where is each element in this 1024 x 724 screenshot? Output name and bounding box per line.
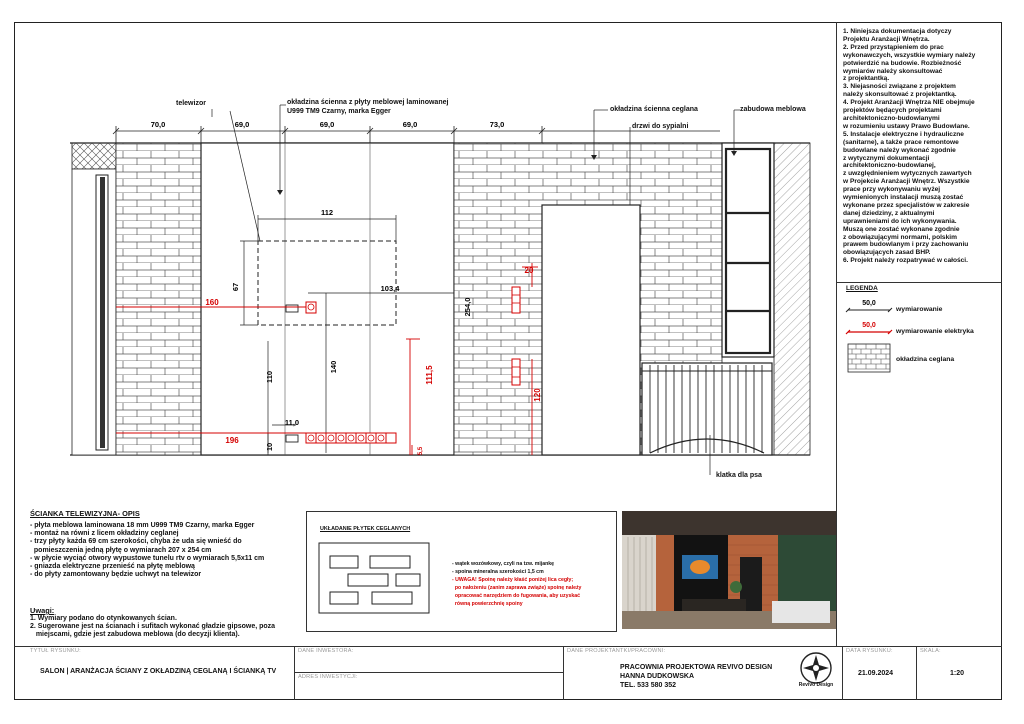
note-line-7: z projektantką. — [843, 75, 890, 83]
note-line-27: z obowiązującymi normami, polskim — [843, 233, 957, 241]
description-item-1: - płyta meblowa laminowana 18 mm U999 TM9 Czarny, marka Egger — [30, 522, 255, 529]
elec-dim-111: 111,5 — [425, 365, 434, 385]
note-line-8: 3. Niejasności związane z projektem — [843, 83, 956, 91]
inset-line-2: - spoina mineralna szerokości 1,5 cm — [452, 569, 544, 575]
legend-elec-label: wymiarowanie elektryka — [896, 328, 974, 335]
top-dim-3: 69,0 — [319, 120, 335, 129]
note-line-25: uprawnieniami do ich wykonywania. — [843, 217, 957, 225]
inset-warning-line-1: - UWAGA! Spoinę należy kłaść poniżej lica cegły; — [452, 577, 574, 583]
label-brick-wall: okładzina ścienna ceglana — [610, 106, 698, 113]
note-line-30: 6. Projekt należy rozpatrywać w całości. — [843, 257, 968, 265]
note-line-3: 2. Przed przystąpieniem do prac — [843, 43, 944, 51]
designer-label: DANE PROJEKTANTKI/PRACOWNI: — [567, 648, 666, 654]
inset-title: UKŁADANIE PŁYTEK CEGLANYCH — [320, 526, 411, 532]
titleblock-divider-4 — [916, 646, 917, 700]
label-door: drzwi do sypialni — [632, 123, 689, 130]
elec-dim-20: 20 — [524, 266, 534, 275]
label-panel-line-2: U999 TM9 Czarny, marka Egger — [287, 107, 391, 115]
description-title: ŚCIANKA TELEWIZYJNA- OPIS — [30, 509, 140, 518]
dim-254: 254,0 — [463, 297, 472, 317]
label-cage: klatka dla psa — [716, 472, 762, 479]
wall-elevation-drawing — [60, 95, 820, 495]
note-line-13: w rozumieniu ustawy Prawo Budowlane. — [843, 122, 970, 130]
note-line-28: prawem budowlanym i przy zachowaniu — [843, 241, 969, 249]
legend-dim-value: 50,0 — [862, 300, 876, 307]
address-label: ADRES INWESTYCJI: — [298, 674, 358, 680]
top-dim-1: 70,0 — [150, 120, 166, 129]
note-line-21: prace przy wykonywaniu wyżej — [843, 186, 941, 194]
note-line-20: w Projekcie Aranżacji Wnętrz. Wszystkie — [843, 178, 970, 186]
note-line-12: architektoniczno-budowlanymi — [843, 114, 940, 122]
titleblock-top-line — [14, 646, 1002, 647]
legend-brick-label: okładzina ceglana — [896, 356, 955, 363]
description-item-4: pomieszczenia jedną płytę o wymiarach 207 x 254 cm — [30, 546, 212, 554]
inset-line-1: - wątek wozówkowy, czyli na tzw. mijankę — [452, 561, 555, 567]
dim-110: 110 — [265, 370, 274, 384]
legend-dim-label: wymiarowanie — [896, 306, 943, 313]
inset-warning-line-3: opracować narzędziem do fugowania, aby uzyskać — [452, 593, 580, 599]
note-line-10: 4. Projekt Aranżacji Wnętrza NIE obejmuje — [843, 99, 975, 107]
logo-text: Revivo Design — [798, 682, 834, 688]
inset-lines — [452, 560, 554, 576]
note-line-18: architektoniczno-budowlanej, — [843, 162, 936, 170]
top-dim-5: 73,0 — [489, 120, 505, 129]
tv-height-dim: 67 — [231, 282, 240, 292]
description-item-5: - w płycie wyciąć otwory wypustowe tunelu rtv o wymiarach 5,5x11 cm — [30, 554, 265, 562]
description-item-6: - gniazda elektryczne przenieść na płytę meblową — [30, 563, 195, 571]
inset-warning-line-4: równą powierzchnię spoiny — [452, 601, 523, 607]
elec-dim-5: 5,5 — [418, 446, 424, 456]
drawing-title: SALON | ARANŻACJA ŚCIANY Z OKŁADZINĄ CEGLANĄ I ŚCIANKĄ TV — [40, 668, 277, 675]
titleblock-divider-2 — [563, 646, 564, 700]
designer-info — [620, 663, 772, 690]
inset-warning-line-2: po nałożeniu (zanim zaprawa zwiąże) spoinę należy — [452, 585, 582, 591]
elec-dim-160: 160 — [205, 298, 219, 307]
remark-item-1: 1. Wymiary podano do otynkowanych ścian. — [30, 615, 177, 622]
designer-line-1: PRACOWNIA PROJEKTOWA REVIVO DESIGN — [620, 664, 773, 671]
scale-label: SKALA: — [920, 648, 941, 654]
designer-line-3: TEL. 533 580 352 — [620, 682, 677, 689]
elec-dim-120: 120 — [533, 388, 542, 402]
note-line-5: potwierdzić na budowie. Rozbieżność — [843, 59, 962, 67]
remark-item-2: 2. Sugerowane jest na ścianach i sufitach wykonać gładzie gipsowe, poza — [30, 623, 276, 631]
note-line-17: z wytycznymi dokumentacji — [843, 154, 930, 162]
elec-dim-196: 196 — [225, 436, 239, 445]
label-tv: telewizor — [176, 100, 206, 107]
drawing-date: 21.09.2024 — [858, 670, 894, 677]
legend-title: LEGENDA — [846, 285, 878, 292]
note-line-2: Projektu Aranżacji Wnętrza. — [843, 35, 930, 43]
notes-divider — [836, 22, 837, 646]
designer-line-2: HANNA DUDKOWSKA — [620, 673, 695, 680]
description-item-3: - trzy płyty każda 69 cm szerokości, chyba że uda się wnieść do — [30, 538, 242, 546]
dim-11: 11,0 — [284, 418, 300, 427]
top-dim-4: 69,0 — [402, 120, 418, 129]
titleblock-divider-5 — [294, 672, 563, 673]
dim-140: 140 — [329, 360, 338, 374]
note-line-19: z uwzględnieniem wytycznych zawartych — [843, 170, 972, 178]
dim-10: 10 — [265, 442, 274, 452]
interior-render-image — [622, 511, 836, 629]
note-line-9: należy skonsultować z projektantką. — [843, 91, 957, 99]
top-dim-2: 69,0 — [234, 120, 250, 129]
label-panel-line-1: okładzina ścienna z płyty meblowej laminowanej — [287, 99, 449, 106]
dim-103: 103,4 — [380, 284, 400, 293]
note-line-11: projektów będących projektami — [843, 107, 942, 115]
note-line-16: budowlane należy wykonać zgodnie — [843, 146, 956, 154]
brick-bond-diagram — [318, 542, 430, 614]
general-notes — [843, 28, 993, 265]
label-panel — [287, 99, 448, 116]
note-line-29: obowiązujących zasad BHP. — [843, 249, 931, 257]
title-label: TYTUŁ RYSUNKU: — [30, 648, 81, 654]
label-cabinet: zabudowa meblowa — [740, 106, 806, 113]
inset-warning — [452, 576, 581, 608]
note-line-14: 5. Instalacje elektryczne i hydrauliczne — [843, 130, 964, 138]
description-list — [30, 522, 300, 579]
description-item-2: - montaż na równi z licem okładziny ceglanej — [30, 530, 179, 538]
note-line-15: (sanitarne), a także prace remontowe — [843, 138, 959, 146]
investor-label: DANE INWESTORA: — [298, 648, 354, 654]
note-line-6: wymiarów należy skonsultować — [843, 67, 943, 75]
note-line-1: 1. Niniejsza dokumentacja dotyczy — [843, 28, 952, 35]
note-line-22: wymienionych instalacji muszą zostać — [843, 194, 964, 202]
description-item-7: - do płyty zamontowany będzie uchwyt na telewizor — [30, 571, 202, 579]
drawing-scale: 1:20 — [950, 670, 965, 677]
date-label: DATA RYSUNKU: — [846, 648, 893, 654]
note-line-26: Muszą one zostać wykonane zgodnie — [843, 225, 960, 233]
remarks-title: Uwagi: — [30, 606, 55, 615]
remarks-list — [30, 615, 310, 640]
tv-width-dim: 112 — [320, 208, 334, 217]
note-line-23: wykonane przez specjalistów w zakresie — [843, 201, 970, 209]
note-line-24: danej dziedziny, z aktualnymi — [843, 209, 935, 217]
remark-item-3: miejscami, gdzie jest zabudowa meblowa (do decyzji klienta). — [30, 631, 240, 639]
titleblock-divider-3 — [842, 646, 843, 700]
legend-divider — [836, 282, 1002, 283]
titleblock-divider-1 — [294, 646, 295, 700]
note-line-4: wykonawczych, wszystkie wymiary należy — [843, 51, 976, 59]
legend-elec-value: 50,0 — [862, 322, 876, 329]
